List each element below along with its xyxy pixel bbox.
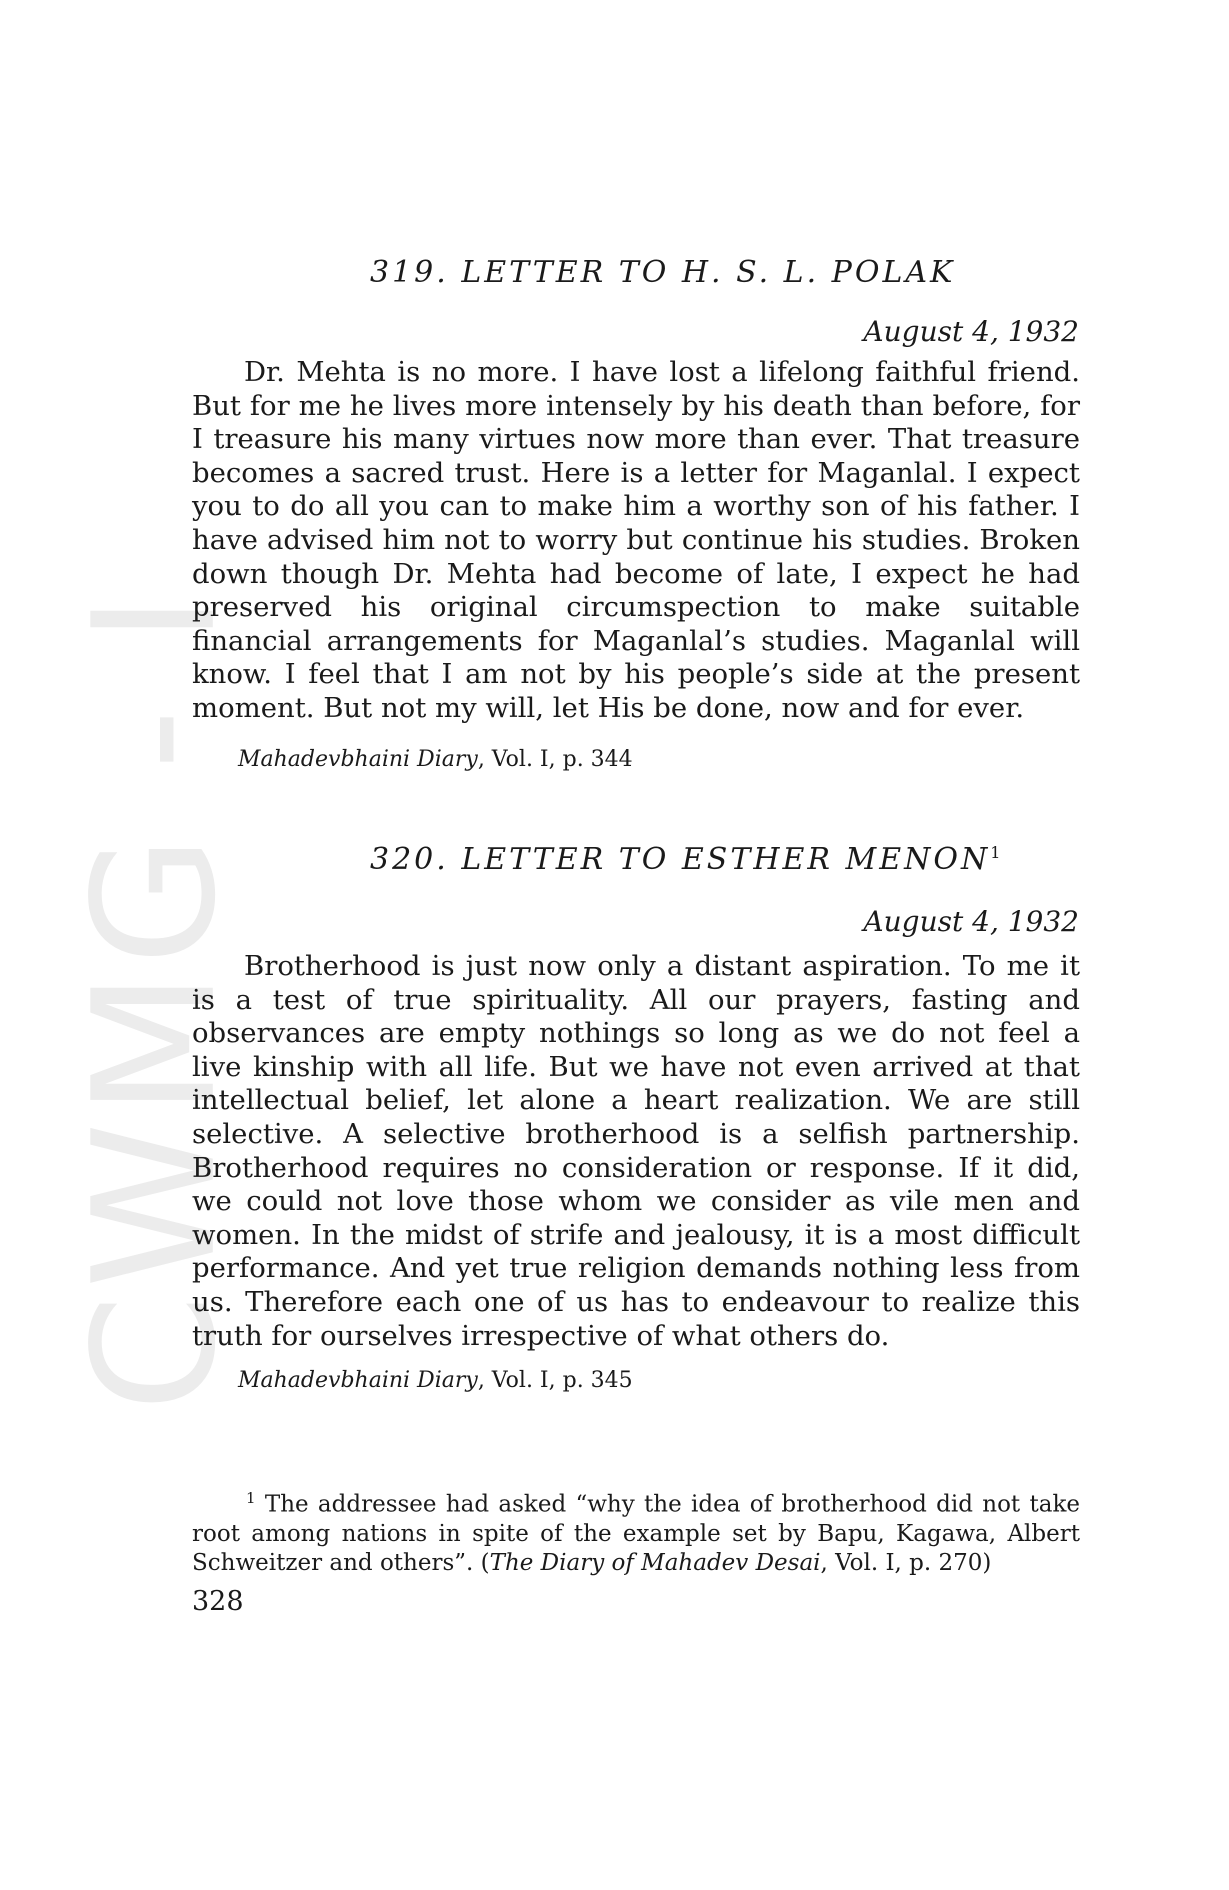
letter-320-date: August 4, 1932 (863, 905, 1079, 938)
letter-320-title (370, 842, 1000, 877)
footnote-marker: 1 (246, 1489, 256, 1507)
letter-319-body: Dr. Mehta is no more. I have lost a lifelong faithful friend. But for me he lives more intensely by his death than before, for I treasure his many virtues now more than ever. That treasure becomes a sacred trust. Here is a letter for Maganlal. I expect you to do all you can to make him a worthy son of his father. I have advised him not to worry but continue his studies. Broken down though Dr. Mehta had become of late, I expect he had preserved his original circumspection to make suitable financial arrangements for Maganlal’s studies. Maganlal will know. I feel that I am not by his people’s side at the present moment. But not my will, let His be done, now and for ever. (192, 356, 1080, 724)
page-number: 328 (192, 1586, 244, 1617)
letter-320-source-title: Mahadevbhaini Diary (238, 1368, 478, 1393)
letter-319-title: 319. LETTER TO H. S. L. POLAK (370, 255, 956, 290)
letter-319-source-title: Mahadevbhaini Diary (238, 747, 478, 772)
watermark-text: CWMG - I (57, 588, 253, 1412)
letter-319-source (238, 747, 633, 772)
letter-320-source (238, 1368, 633, 1393)
letter-320-body-container (192, 950, 1080, 1353)
letter-319-source-ref: , Vol. I, p. 344 (477, 747, 633, 772)
letter-320-footnote-ref: 1 (990, 843, 1001, 862)
letter-319-body-container (192, 356, 1080, 726)
letter-320-title-text: 320. LETTER TO ESTHER MENON (370, 842, 991, 877)
footnote-book-title: The Diary of Mahadev Desai (489, 1549, 821, 1576)
letter-320-source-ref: , Vol. I, p. 345 (477, 1368, 633, 1393)
footnote-text-b: , Vol. I, p. 270) (820, 1549, 992, 1576)
letter-319-date: August 4, 1932 (863, 315, 1079, 348)
footnote-text-a: The addressee had asked “why the idea of brotherhood did not take root among nations in spite of the example set by Bapu, Kagawa, Albert Schweitzer and others”. ( (192, 1491, 1080, 1576)
footnote (192, 1484, 1080, 1578)
letter-320-body: Brotherhood is just now only a distant aspiration. To me it is a test of true spirituality. All our prayers, fasting and observances are empty nothings so long as we do not feel a live kinship with all life. But we have not even arrived at that intellectual belief, let alone a heart realization. We are still selective. A selective brotherhood is a selfish partnership. Brotherhood requires no consideration or response. If it did, we could not love those whom we consider as vile men and women. In the midst of strife and jealousy, it is a most difficult performance. And yet true religion demands nothing less from us. Therefore each one of us has to endeavour to realize this truth for ourselves irrespective of what others do. (192, 950, 1080, 1352)
